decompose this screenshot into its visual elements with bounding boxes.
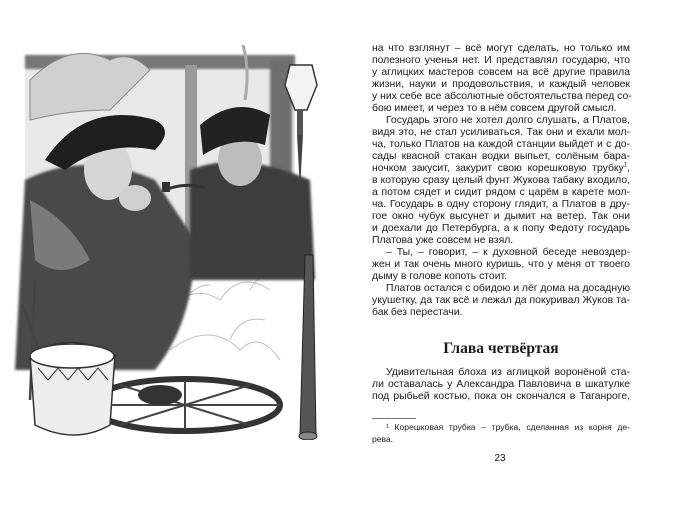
text-line: Удивительная блоха из аглицкой воронёной ста-: [386, 367, 630, 378]
text-line: под рыбьей костью, пока он скончался в Таганроге,: [372, 391, 630, 402]
telescope: [299, 255, 317, 440]
chapter-heading: Глава четвёртая: [443, 340, 559, 357]
page-number: 23: [494, 453, 506, 464]
text-line: бак без перестачи.: [372, 307, 463, 318]
footnote-line: ¹ Корешковая трубка – трубка, сделанная из корня де-: [386, 422, 630, 432]
wheel: [90, 379, 280, 431]
punctuation: ,: [627, 163, 630, 174]
text-line: и доехали до Петербурга, а к попу Федоту государь: [372, 223, 630, 234]
text-line: Платова уже совсем не взял.: [372, 235, 514, 246]
text-line: ча, только Платов на каждой станции выйдет и с до-: [372, 139, 630, 150]
text-line: [372, 163, 630, 175]
text-line: видя это, не стал усиливаться. Так они и ехали мол-: [372, 127, 630, 138]
text-line: Государь этого не хотел долго слушать, а Платов,: [386, 115, 630, 126]
text-line: жен и так очень много куришь, что у меня от твоего: [372, 259, 630, 270]
text-line: сады квасной стакан водки выпьет, солёным бара-: [372, 151, 630, 162]
text-line: полезного ученья нет. И представлял государю, что: [372, 55, 630, 66]
text-line: ча. Государь в одну сторону глядит, а Платов в дру-: [372, 199, 630, 210]
text-line-content: ночком закусит, закурит свою корешковую трубку: [372, 163, 624, 174]
text-line: укушетку, да так всё и лежал да покуривал Жуков та-: [372, 295, 630, 306]
text-line: дыму в голове копоть стоит.: [372, 271, 508, 282]
text-line: в которую сразу целый фунт Жукова табаку входило,: [372, 175, 630, 186]
text-line: ли оставалась у Александра Павловича в шкатулке: [372, 379, 630, 390]
text-line: бою имеет, и через то в нём совсем другой смысл.: [372, 103, 617, 114]
footnote: [372, 421, 630, 445]
illustration: [0, 20, 340, 440]
footnote-line: рева.: [372, 434, 394, 444]
body-text: [372, 43, 630, 319]
text-line: у аглицких мастеров совсем на всё другие правила: [372, 67, 630, 78]
text-line: а потом сядет и сидит рядом с царём в карете мол-: [372, 187, 630, 198]
footnote-divider: [372, 418, 416, 419]
text-line: Платов остался с обидою и лёг дома на досадную: [386, 283, 631, 294]
chapter-text: [372, 367, 630, 403]
text-line: гое окно чубук высунет и дымит на ветер. Так они: [372, 211, 630, 222]
text-line: у них себе все абсолютные обстоятельства перед со-: [372, 91, 632, 102]
text-line: на что взглянут – всё могут сделать, но только им: [372, 43, 630, 54]
footnote-marker: 1: [623, 162, 628, 169]
text-line: жизни, науки и продовольствия, и каждый человек: [372, 79, 630, 90]
text-line: – Ты, – говорит, – к духовной беседе невоздер-: [386, 247, 630, 258]
